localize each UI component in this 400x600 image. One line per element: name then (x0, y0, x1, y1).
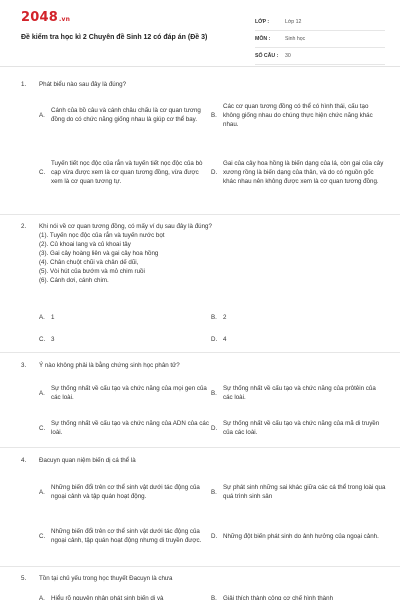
option-letter: C. (39, 168, 46, 176)
option-text: 3 (51, 335, 55, 343)
option-letter: A. (39, 389, 45, 397)
meta-label: MÔN : (255, 36, 271, 42)
option-a[interactable] (39, 312, 211, 322)
statement-item: (3). Gai cây hoàng liên và gai cây hoa hồng (39, 250, 159, 257)
question-text: Ý nào không phải là bằng chứng sinh học phân tử? (39, 362, 180, 369)
option-letter: A. (39, 488, 45, 496)
option-letter: D. (211, 168, 218, 176)
meta-row-subject (255, 31, 385, 48)
meta-row-class (255, 14, 385, 31)
option-text: 1 (51, 313, 55, 321)
question-1 (21, 80, 391, 215)
question-4 (21, 456, 391, 566)
option-b[interactable] (211, 474, 386, 510)
option-letter: B. (211, 594, 217, 600)
option-text: Những biến đổi trên cơ thể sinh vật dưới tác động của ngoại cảnh và tập quán hoạt động. (51, 484, 200, 500)
option-d[interactable] (211, 518, 386, 554)
option-text: Những đột biến phát sinh do ảnh hưởng của ngoại cảnh. (223, 532, 379, 540)
statement-item: (4). Chân chuột chũi và chân dế dũi, (39, 259, 139, 266)
option-text: Giải thích thành công cơ chế hình thành (223, 594, 334, 600)
meta-row-count (255, 48, 385, 65)
option-c[interactable] (39, 416, 211, 440)
option-d[interactable] (211, 334, 386, 344)
option-letter: B. (211, 488, 217, 496)
option-letter: D. (211, 424, 218, 432)
option-d[interactable] (211, 142, 386, 202)
option-letter: C. (39, 424, 46, 432)
page-title: Đề kiểm tra học kì 2 Chuyên đề Sinh 12 có đáp án (Đề 3) (21, 34, 208, 41)
option-letter: A. (39, 313, 45, 321)
statement-item: (1). Tuyến nọc độc của rắn và tuyến nước bọt (39, 232, 165, 239)
divider (0, 352, 400, 353)
statement-list (39, 231, 391, 285)
question-number: 5. (21, 575, 27, 582)
option-c[interactable] (39, 142, 211, 202)
option-text: Những biến đổi trên cơ thể sinh vật dưới tác động của ngoại cảnh, tập quán hoạt động nhưng di truyền được. (51, 528, 202, 544)
option-letter: B. (211, 111, 217, 119)
option-b[interactable] (211, 593, 386, 600)
exam-meta (255, 14, 385, 65)
statement-item: (6). Cánh dơi, cánh chim. (39, 277, 109, 284)
option-text: 4 (223, 335, 227, 343)
question-text: Tồn tại chủ yếu trong học thuyết Đacuyn là chưa (39, 575, 173, 582)
option-a[interactable] (39, 593, 211, 600)
option-text: Cánh của bồ câu và cánh châu chấu là cơ quan tương đồng do có chức năng giống nhau là giúp cơ thể bay. (51, 107, 201, 123)
option-text: Sự thống nhất về cấu tạo và chức năng của prôtêin của các loài. (223, 385, 376, 401)
option-letter: C. (39, 532, 46, 540)
option-text: 2 (223, 313, 227, 321)
option-letter: B. (211, 313, 217, 321)
option-letter: D. (211, 335, 218, 343)
option-c[interactable] (39, 334, 211, 344)
statement-item: (2). Củ khoai lang và củ khoai tây (39, 241, 131, 248)
divider (0, 447, 400, 448)
meta-value: Lớp 12 (285, 19, 302, 25)
question-number: 2. (21, 223, 27, 230)
option-text: Hiểu rõ nguyên nhân phát sinh biến dị và (51, 594, 164, 600)
question-2 (21, 222, 391, 352)
question-text: Phát biểu nào sau đây là đúng? (39, 81, 127, 88)
option-text: Tuyến tiết nọc độc của rắn và tuyến tiết nọc độc của bò cạp vừa được xem là cơ quan tương đồng, vừa được xem là cơ quan tương tự. (51, 159, 203, 185)
option-text: Sự thống nhất về cấu tạo và chức năng của mọi gen của các loài. (51, 385, 207, 401)
site-logo[interactable]: 2048.vn (21, 10, 71, 25)
option-letter: B. (211, 389, 217, 397)
option-c[interactable] (39, 518, 211, 554)
question-number: 4. (21, 457, 27, 464)
option-a[interactable] (39, 474, 211, 510)
option-text: Sự phát sinh những sai khác giữa các cá thể trong loài qua quá trình sinh sản (223, 484, 386, 500)
option-letter: A. (39, 594, 45, 600)
option-letter: C. (39, 335, 46, 343)
question-5 (21, 574, 391, 600)
option-letter: A. (39, 111, 45, 119)
option-b[interactable] (211, 312, 386, 322)
option-text: Sự thống nhất về cấu tạo và chức năng của mã di truyền của các loài. (223, 420, 380, 436)
option-a[interactable] (39, 97, 211, 133)
page-header (0, 0, 400, 67)
meta-label: LỚP : (255, 19, 270, 25)
question-3 (21, 361, 391, 446)
meta-value: 30 (285, 53, 291, 59)
option-b[interactable] (211, 381, 386, 405)
meta-label: SỐ CÂU : (255, 53, 279, 59)
question-number: 3. (21, 362, 27, 369)
meta-value: Sinh học (285, 36, 306, 42)
option-a[interactable] (39, 381, 211, 405)
option-text: Gai của cây hoa hồng là biến dạng của lá, còn gai của cây xương rồng là biến dạng của thân, và do có nguồn gốc khác nhau nên không được xem là cơ quan tương đồng. (223, 159, 384, 185)
option-letter: D. (211, 532, 218, 540)
question-number: 1. (21, 81, 27, 88)
question-text: Đacuyn quan niệm biến dị cá thể là (39, 457, 136, 464)
divider (0, 566, 400, 567)
statement-item: (5). Vòi hút của bướm và mỏ chim ruồi (39, 268, 145, 275)
option-text: Sự thống nhất về cấu tạo và chức năng của ADN của các loài. (51, 420, 209, 436)
option-b[interactable] (211, 97, 386, 133)
divider (0, 214, 400, 215)
question-text: Khi nói về cơ quan tương đồng, có mấy ví dụ sau đây là đúng? (39, 223, 212, 230)
option-d[interactable] (211, 416, 386, 440)
option-text: Các cơ quan tương đồng có thể có hình thái, cấu tạo không giống nhau do chúng thực hiện chức năng khác nhau. (223, 102, 373, 128)
